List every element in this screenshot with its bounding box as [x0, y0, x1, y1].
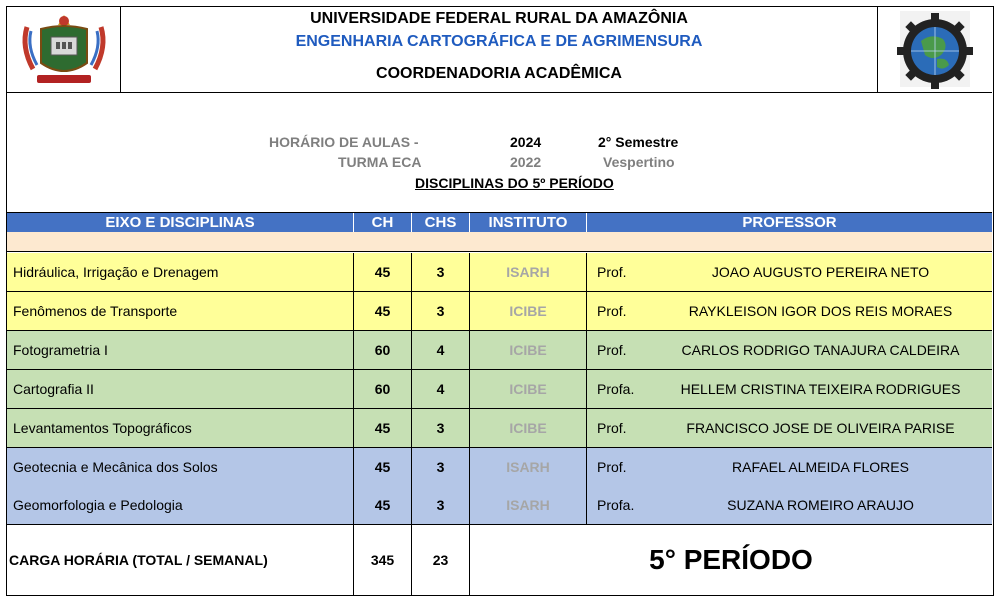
discipline-chs: 3 — [412, 486, 470, 524]
discipline-name: Fenômenos de Transporte — [7, 292, 354, 330]
course-logo — [877, 7, 992, 93]
discipline-name: Hidráulica, Irrigação e Drenagem — [7, 253, 354, 291]
table-header — [7, 212, 992, 232]
table-row — [7, 292, 992, 331]
header-instituto: INSTITUTO — [470, 213, 587, 232]
discipline-ch: 60 — [354, 370, 412, 408]
professor-title: Prof. — [597, 459, 627, 475]
discipline-institute: ICIBE — [470, 409, 587, 447]
discipline-institute: ICIBE — [470, 370, 587, 408]
header-chs: CHS — [412, 213, 470, 232]
table-row — [7, 448, 992, 487]
professor-name: FRANCISCO JOSE DE OLIVEIRA PARISE — [686, 420, 955, 436]
university-name: UNIVERSIDADE FEDERAL RURAL DA AMAZÔNIA — [310, 10, 688, 27]
course-name: ENGENHARIA CARTOGRÁFICA E DE AGRIMENSURA — [295, 33, 703, 50]
shift: Vespertino — [603, 154, 675, 170]
professor-title: Prof. — [597, 303, 627, 319]
discipline-name: Geomorfologia e Pedologia — [7, 486, 354, 524]
weekly-hours: 23 — [412, 525, 470, 595]
discipline-chs: 4 — [412, 331, 470, 369]
professor-name: JOAO AUGUSTO PEREIRA NETO — [711, 264, 930, 280]
coat-of-arms-icon — [7, 7, 121, 93]
semester: 2° Semestre — [598, 134, 679, 150]
professor-name: RAYKLEISON IGOR DOS REIS MORAES — [688, 303, 953, 319]
discipline-institute: ICIBE — [470, 292, 587, 330]
professor-title: Profa. — [597, 381, 635, 397]
header-eixo: EIXO E DISCIPLINAS — [7, 213, 354, 232]
professor-name: HELLEM CRISTINA TEIXEIRA RODRIGUES — [680, 381, 961, 397]
gear-globe-icon — [878, 7, 993, 93]
discipline-institute: ISARH — [470, 448, 587, 486]
table-row — [7, 486, 992, 525]
discipline-chs: 3 — [412, 448, 470, 486]
discipline-ch: 45 — [354, 253, 412, 291]
discipline-ch: 60 — [354, 331, 412, 369]
schedule-year: 2024 — [510, 134, 542, 150]
discipline-ch: 45 — [354, 448, 412, 486]
coordination-name: COORDENADORIA ACADÊMICA — [376, 65, 622, 82]
header — [7, 7, 992, 93]
total-label: CARGA HORÁRIA (TOTAL / SEMANAL) — [7, 525, 354, 595]
discipline-ch: 45 — [354, 486, 412, 524]
table-row — [7, 409, 992, 448]
professor-title: Prof. — [597, 264, 627, 280]
discipline-name: Fotogrametria I — [7, 331, 354, 369]
table-row — [7, 253, 992, 292]
header-ch: CH — [354, 213, 412, 232]
footer-totals — [7, 525, 992, 595]
separator-band — [7, 232, 992, 252]
header-professor: PROFESSOR — [742, 214, 837, 231]
table-row — [7, 331, 992, 370]
class-year: 2022 — [510, 154, 542, 170]
professor-name: RAFAEL ALMEIDA FLORES — [732, 459, 909, 475]
schedule-sheet — [6, 6, 994, 596]
university-logo — [7, 7, 121, 93]
discipline-institute: ISARH — [470, 486, 587, 524]
discipline-ch: 45 — [354, 292, 412, 330]
discipline-chs: 3 — [412, 253, 470, 291]
professor-title: Prof. — [597, 342, 627, 358]
professor-title: Prof. — [597, 420, 627, 436]
professor-name: CARLOS RODRIGO TANAJURA CALDEIRA — [681, 342, 960, 358]
discipline-institute: ISARH — [470, 253, 587, 291]
period-title: 5° PERÍODO — [649, 544, 813, 575]
discipline-chs: 3 — [412, 409, 470, 447]
discipline-name: Levantamentos Topográficos — [7, 409, 354, 447]
discipline-chs: 3 — [412, 292, 470, 330]
schedule-label: HORÁRIO DE AULAS - — [269, 134, 419, 150]
professor-title: Profa. — [597, 497, 635, 513]
total-hours: 345 — [354, 525, 412, 595]
discipline-institute: ICIBE — [470, 331, 587, 369]
discipline-ch: 45 — [354, 409, 412, 447]
discipline-name: Cartografia II — [7, 370, 354, 408]
class-label: TURMA ECA — [338, 154, 422, 170]
discipline-chs: 4 — [412, 370, 470, 408]
professor-name: SUZANA ROMEIRO ARAUJO — [727, 497, 914, 513]
period-subtitle: DISCIPLINAS DO 5º PERÍODO — [415, 175, 614, 191]
table-row — [7, 370, 992, 409]
discipline-name: Geotecnia e Mecânica dos Solos — [7, 448, 354, 486]
